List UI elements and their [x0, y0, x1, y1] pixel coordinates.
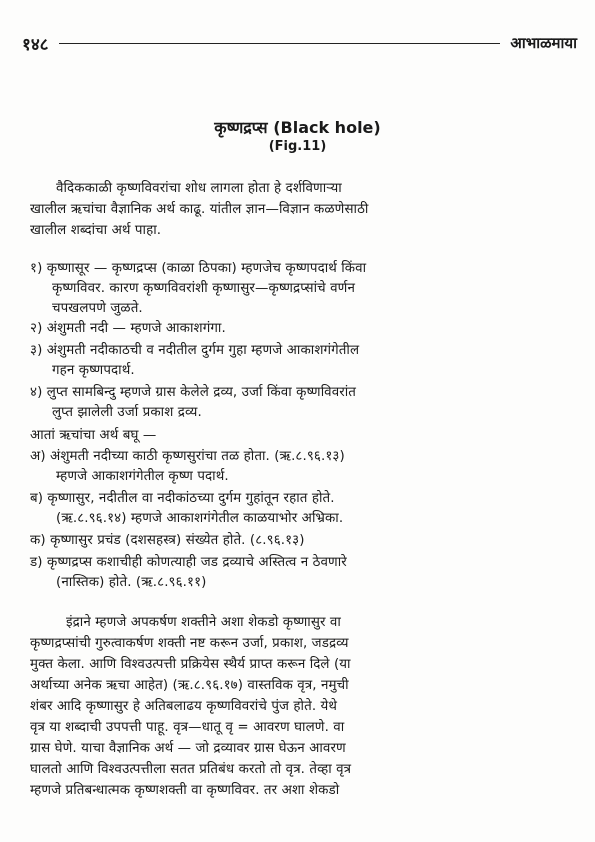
meaning-item-continuation: म्हणजे आकाशगंगेतील कृष्ण पदार्थ.: [56, 469, 229, 484]
paragraph-line: कृष्णद्रप्सांची गुरुत्वाकर्षण शक्ती नष्ट करून उर्जा, प्रकाश, जडद्रव्य: [30, 636, 349, 651]
paragraph-line: मुक्त केला. आणि विश्वउत्पत्ती प्रक्रियेस स्थैर्य प्राप्त करून दिले (या: [30, 657, 351, 672]
paragraph-line: अर्थाच्या अनेक ऋचा आहेत) (ऋ.८.९६.१७) वास्तविक वृत्र, नमुची: [30, 678, 349, 693]
intro-line: वैदिककाळी कृष्णविवरांचा शोध लागला होता हे दर्शविणाऱ्या: [56, 181, 342, 196]
intro-line: खालील ऋचांचा वैज्ञानिक अर्थ काढू. यांतील ज्ञान—विज्ञान कळणेसाठी: [30, 202, 369, 217]
page-header: [22, 30, 577, 56]
section-title: कृष्णद्रप्स (Black hole): [214, 118, 381, 137]
paragraph-line: घालतो आणि विश्वउत्पत्तीला सतत प्रतिबंध करतो तो वृत्र. तेव्हा वृत्र: [30, 762, 352, 777]
page-number: १४८: [22, 34, 49, 55]
definition-item: १) कृष्णासूर — कृष्णद्रप्स (काळा ठिपका) म्हणजेच कृष्णपदार्थ किंवा: [30, 261, 367, 276]
paragraph-line: म्हणजे प्रतिबन्धात्मक कृष्णशक्ती वा कृष्णविवर. तर अशा शेकडो: [30, 783, 340, 798]
definition-item: २) अंशुमती नदी — म्हणजे आकाशगंगा.: [30, 321, 226, 336]
meaning-item: ड) कृष्णद्रप्स कशाचीही कोणत्याही जड द्रव्याचे अस्तित्व न ठेवणारे: [30, 555, 347, 570]
meaning-item-continuation: (ऋ.८.९६.१४) म्हणजे आकाशगंगेतील काळयाभोर अभ्रिका.: [56, 511, 344, 526]
meaning-item: ब) कृष्णासुर, नदीतील वा नदीकांठच्या दुर्गम गुहांतून रहात होते.: [30, 491, 335, 506]
running-title: आभाळमाया: [510, 34, 577, 52]
meaning-item: अ) अंशुमती नदीच्या काठी कृष्णसुरांचा तळ होता. (ऋ.८.९६.१३): [30, 449, 345, 464]
paragraph-line: इंद्राने म्हणजे अपकर्षण शक्तीने अशा शेकडो कृष्णासुर वा: [66, 615, 341, 630]
definition-item-continuation: लुप्त झालेली उर्जा प्रकाश द्रव्य.: [52, 405, 202, 420]
definition-item-continuation: गहन कृष्णपदार्थ.: [52, 363, 135, 378]
header-rule: [59, 43, 501, 44]
definition-item-continuation: चपखलपणे जुळते.: [52, 301, 143, 316]
meaning-intro: आतां ऋचांचा अर्थ बघू —: [30, 428, 157, 443]
meaning-item-continuation: (नास्तिक) होते. (ऋ.८.९६.११): [56, 575, 207, 590]
figure-reference: (Fig.11): [268, 139, 327, 154]
meaning-item: क) कृष्णासुर प्रचंड (दशसहस्त्र) संख्येत होते. (८.९६.१३): [30, 533, 305, 548]
definition-item: ४) लुप्त सामबिन्दु म्हणजे ग्रास केलेले द्रव्य, उर्जा किंवा कृष्णविवरांत: [30, 385, 357, 400]
intro-line: खालील शब्दांचा अर्थ पाहा.: [30, 223, 162, 238]
definition-item: ३) अंशुमती नदीकाठची व नदीतील दुर्गम गुहा म्हणजे आकाशगंगेतील: [30, 343, 360, 358]
paragraph-line: ग्रास घेणे. याचा वैज्ञानिक अर्थ — जो द्रव्यावर ग्रास घेऊन आवरण: [30, 741, 346, 756]
paragraph-line: शंबर आदि कृष्णासुर हे अतिबलाढय कृष्णविवरांचे पुंज होते. येथे: [30, 699, 338, 714]
paragraph-line: वृत्र या शब्दाची उपपत्ती पाहू. वृत्र—धातू वृ = आवरण घालणे. वा: [30, 720, 345, 735]
definition-item-continuation: कृष्णविवर. कारण कृष्णविवरांशी कृष्णासुर—कृष्णद्रप्सांचे वर्णन: [52, 281, 355, 296]
